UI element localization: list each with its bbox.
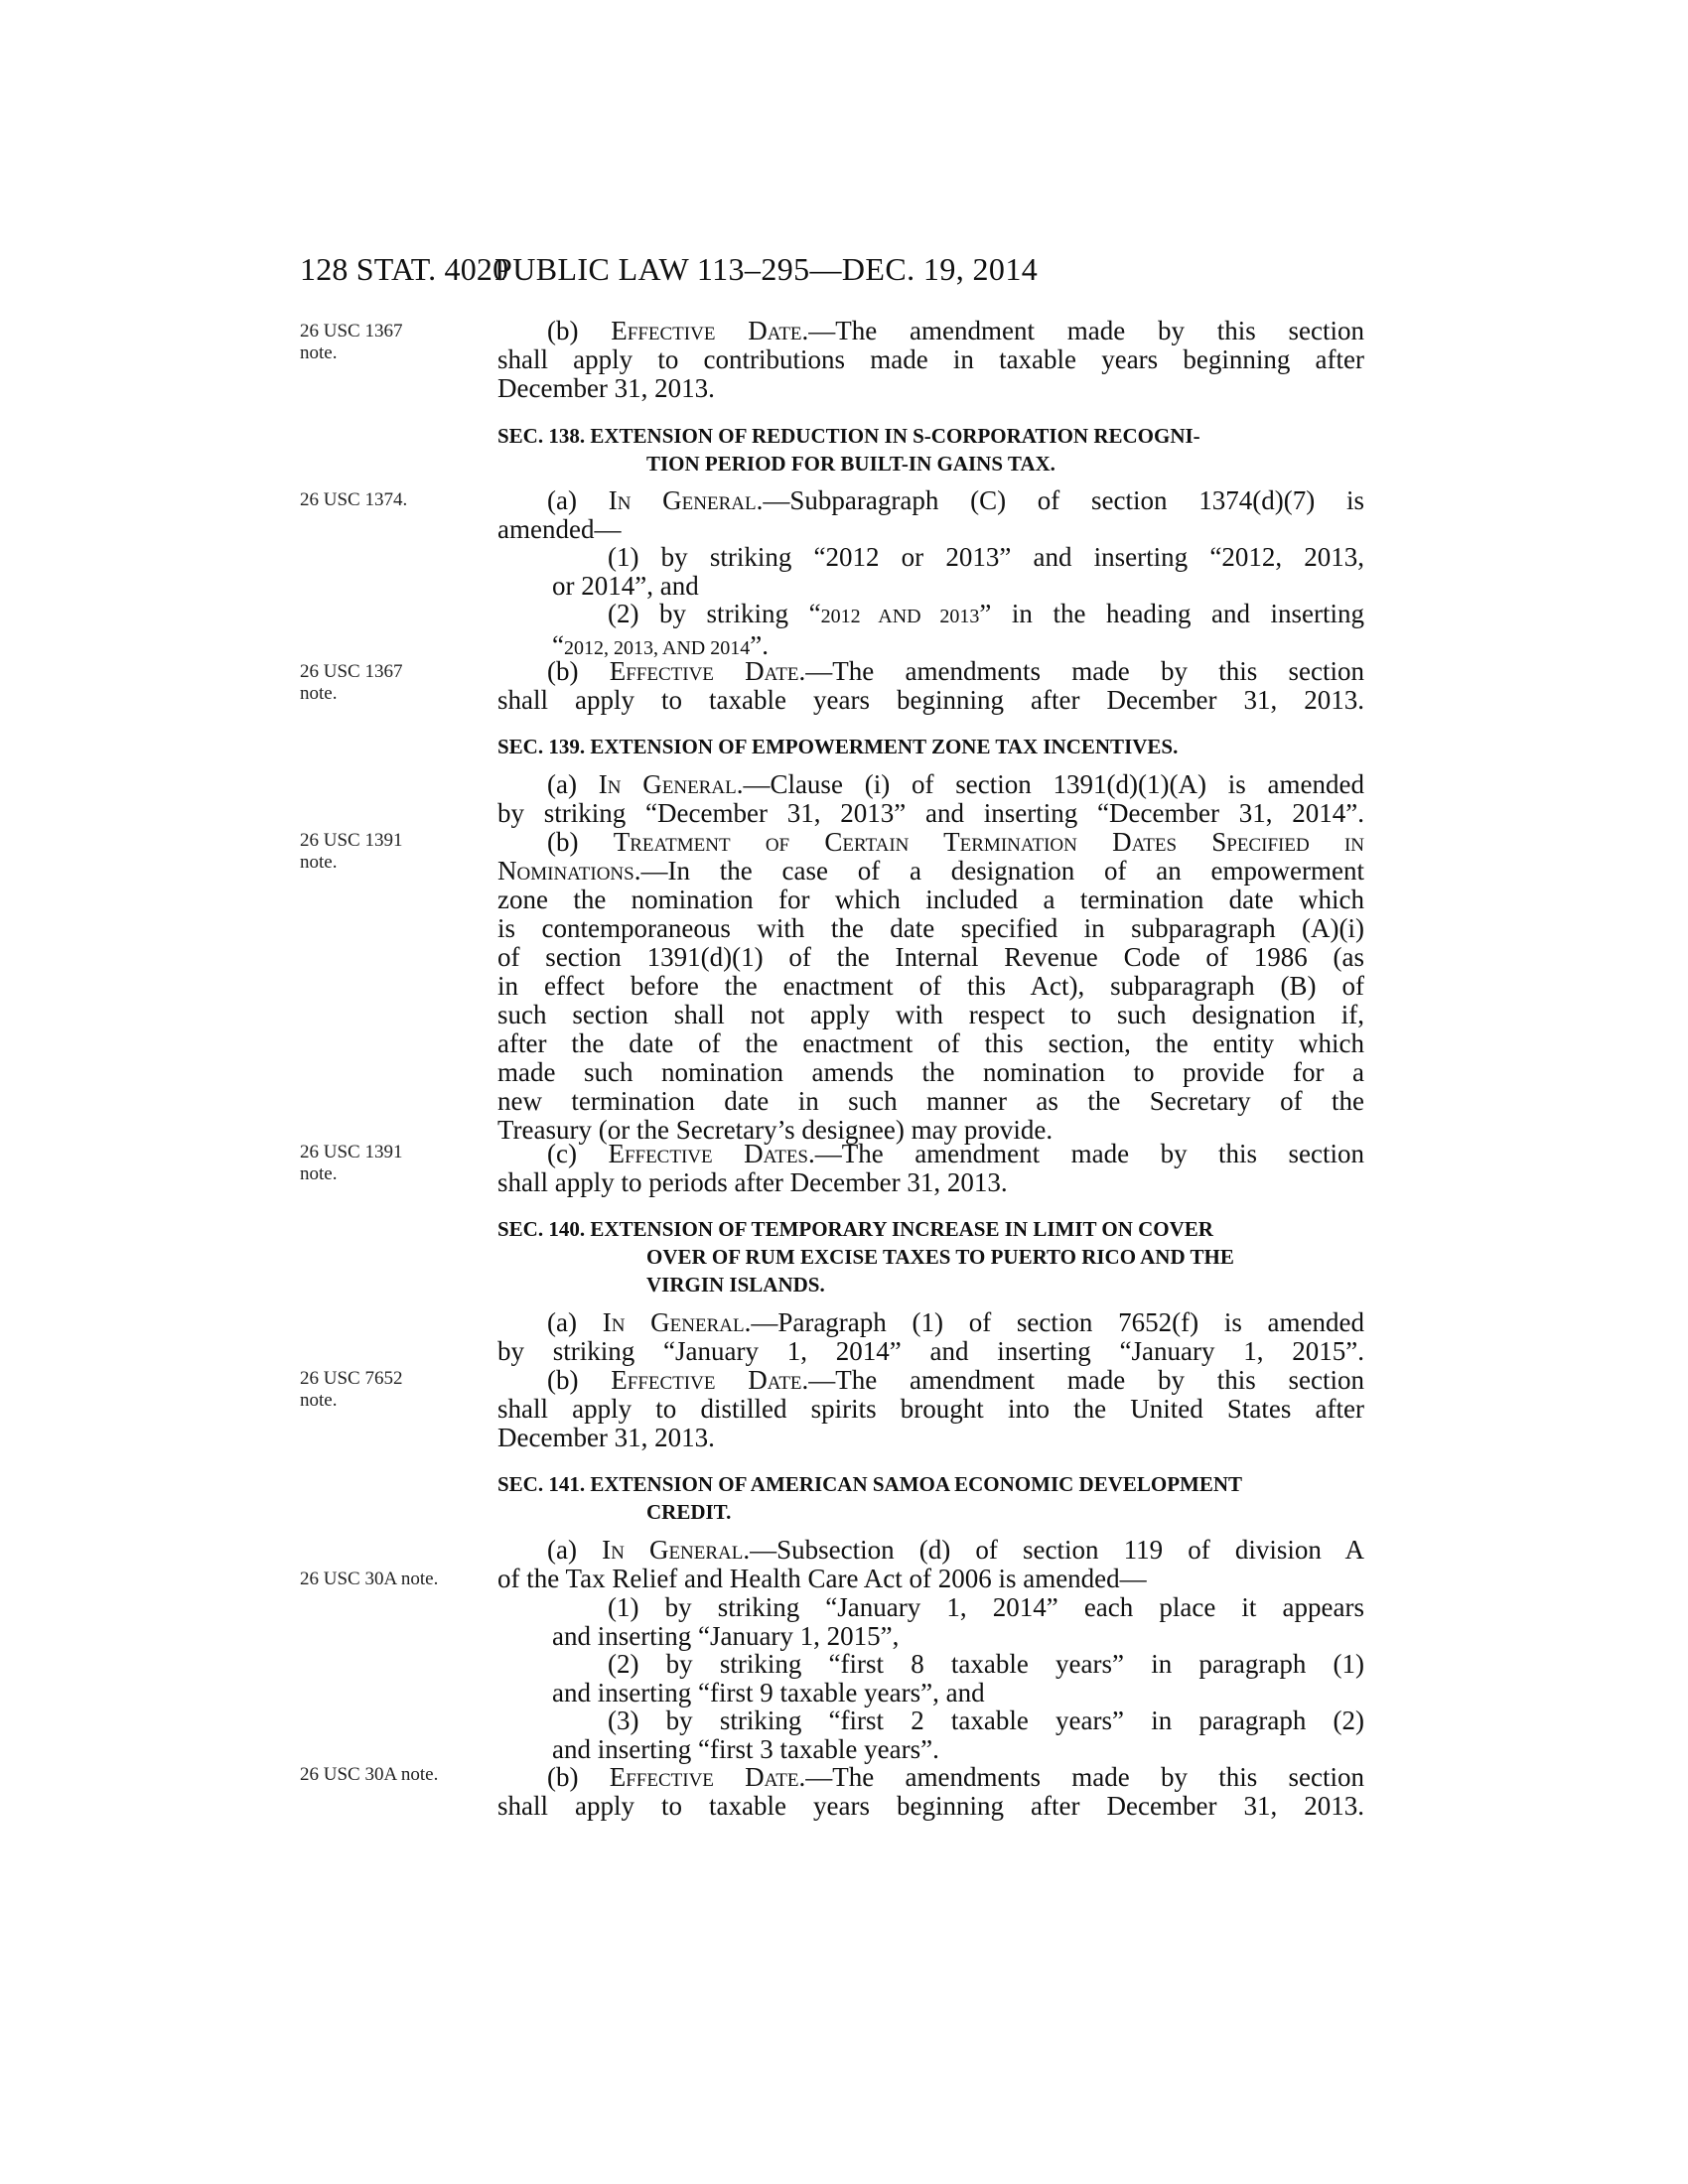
page-header (300, 251, 1366, 289)
margin-note: 26 USC 7652 note. (300, 1368, 403, 1411)
section-heading: SEC. 141. EXTENSION OF AMERICAN SAMOA ECONOMIC DEVELOPMENT CREDIT. (497, 1472, 1243, 1524)
section-heading: SEC. 140. EXTENSION OF TEMPORARY INCREASE IN LIMIT ON COVER OVER OF RUM EXCISE TAXES TO PUERTO RICO AND THE VIRGIN ISLANDS. (497, 1217, 1234, 1297)
section-heading: SEC. 138. EXTENSION OF REDUCTION IN S-CORPORATION RECOGNI- TION PERIOD FOR BUILT-IN GAINS TAX. (497, 424, 1200, 476)
clause: (1) by striking “2012 or 2013” and inserting “2012, 2013, or 2014”, and (552, 542, 1364, 601)
statute-page-number: 128 STAT. 4020 (300, 251, 509, 287)
margin-note: 26 USC 30A note. (300, 1569, 439, 1589)
paragraph-in-general: (a) In General.—Paragraph (1) of section 7652(f) is amended by striking “January 1, 2014” and inserting “January 1, 2015”. (497, 1307, 1365, 1366)
margin-note: 26 USC 1367 note. (300, 661, 403, 704)
margin-note: 26 USC 1391 note. (300, 830, 403, 873)
paragraph-effective-date: (b) Effective Date.—The amendments made by this section shall apply to taxable years beginning after December 31, 2013. (497, 656, 1364, 715)
paragraph-effective-dates: (c) Effective Dates.—The amendment made by this section shall apply to periods after December 31, 2013. (497, 1139, 1365, 1197)
clause: (2) by striking “2012 AND 2013” in the heading and inserting “2012, 2013, AND 2014”. (552, 599, 1364, 660)
paragraph-in-general: (a) In General.—Subsection (d) of section 119 of division A of the Tax Relief and Health Care Act of 2006 is amended— (497, 1535, 1364, 1593)
paragraph-in-general: (a) In General.—Subparagraph (C) of section 1374(d)(7) is amended— (497, 485, 1364, 544)
section-heading: SEC. 139. EXTENSION OF EMPOWERMENT ZONE TAX INCENTIVES. (497, 735, 1179, 758)
clause: (3) by striking “first 2 taxable years” in paragraph (2) and inserting “first 3 taxable years”. (552, 1706, 1364, 1764)
paragraph-effective-date: (b) Effective Date.—The amendment made by this section shall apply to distilled spirits brought into the United States after December 31, 2013. (497, 1365, 1365, 1452)
clause: (1) by striking “January 1, 2014” each place it appears and inserting “January 1, 2015”, (552, 1592, 1364, 1651)
margin-note: 26 USC 1367 note. (300, 321, 403, 363)
paragraph-effective-date: (b) Effective Date.—The amendment made by this section shall apply to contributions made in taxable years beginning after December 31, 2013. (497, 316, 1365, 403)
paragraph-in-general: (a) In General.—Clause (i) of section 1391(d)(1)(A) is amended by striking “December 31, 2013” and inserting “December 31, 2014”. (497, 769, 1364, 828)
paragraph-treatment: (b) Treatment of Certain Termination Dates Specified in Nominations.—In the case of a designation of an empowerment zone the nomination for which included a termination date which is contemporaneous with the date specified in subparagraph (A)(i) of section 1391(d)(1) of the Internal Revenue Code of 1986 (as in effect before the enactment of this Act), subparagraph (B) of such section shall not apply with respect to such designation if, after the date of the enactment of this section, the entity which made such nomination amends the nomination to provide for a new termination date in such manner as the Secretary of the Treasury (or the Secretary’s designee) may provide. (497, 827, 1364, 1145)
paragraph-effective-date: (b) Effective Date.—The amendments made by this section shall apply to taxable years beginning after December 31, 2013. (497, 1762, 1364, 1821)
public-law-title: PUBLIC LAW 113–295—DEC. 19, 2014 (494, 251, 1039, 287)
margin-note: 26 USC 1374. (300, 489, 408, 510)
clause: (2) by striking “first 8 taxable years” in paragraph (1) and inserting “first 9 taxable years”, and (552, 1649, 1364, 1707)
margin-note: 26 USC 30A note. (300, 1764, 439, 1785)
margin-note: 26 USC 1391 note. (300, 1142, 403, 1184)
